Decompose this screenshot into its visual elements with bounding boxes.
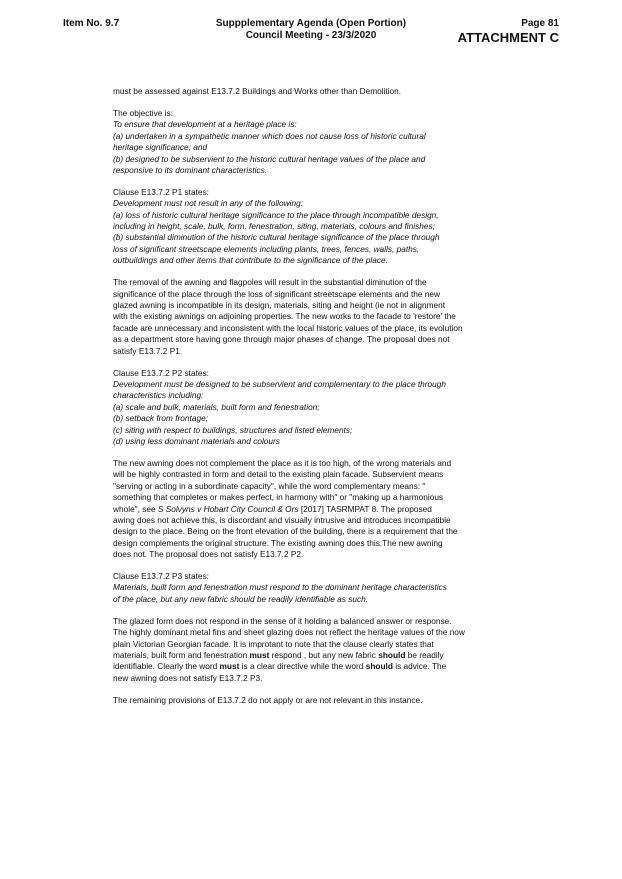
clause-p2-label: Clause E13.7.2 P2 states: <box>113 367 209 378</box>
clause-p1-line: outbuildings and other items that contribute to the significance of the place. <box>113 255 388 266</box>
clause-p2-line: (a) scale and bulk, materials, built form and fenestration; <box>113 401 320 412</box>
case-citation: S Solvyns v Hobart City Council & Ors <box>157 503 299 514</box>
clause-p3-label: Clause E13.7.2 P3 states: <box>113 571 209 582</box>
clause-p1-label: Clause E13.7.2 P1 states: <box>113 186 209 197</box>
clause-p2-line: (b) setback from frontage; <box>113 413 208 424</box>
text-run: is advice. The <box>392 661 447 672</box>
assessment-line <box>113 650 513 661</box>
text-run: materials, built form and fenestration <box>113 649 250 660</box>
header-attachment-label: ATTACHMENT C <box>457 30 559 45</box>
objective-label: The objective is: <box>113 107 173 118</box>
clause-p1-assessment <box>113 277 513 357</box>
emphasis-must: must <box>219 661 240 672</box>
assessment-line: satisfy E13.7.2 P1. <box>113 345 183 356</box>
clause-p1-line: (b) substantial diminution of the historic cultural heritage significance of the place through <box>113 232 440 243</box>
assessment-line: glazed awning is incompatible in its design, materials, siting and height (ie not in alignment <box>113 300 446 310</box>
emphasis-should: should <box>365 661 393 672</box>
header-page-number: Page 81 <box>521 18 559 29</box>
text-run: is a clear directive while the word <box>239 661 366 672</box>
assessment-line: significance of the place through the loss of significant streetscape elements and the new <box>113 288 441 299</box>
text-run: identifiable. Clearly the word <box>113 661 220 672</box>
header-page-info <box>458 18 559 45</box>
header-agenda-line1: Suppplementary Agenda (Open Portion) <box>215 18 407 29</box>
clause-p2-section <box>113 368 513 448</box>
clause-p2-line: (c) siting with respect to buildings, structures and listed elements; <box>113 424 353 435</box>
emphasis-should: should <box>378 649 406 660</box>
clause-p2-line: characteristics including: <box>113 390 204 401</box>
header-agenda-line2: Council Meeting - 23/3/2020 <box>245 30 377 41</box>
clause-p1-line: (a) loss of historic cultural heritage significance to the place through incompatible design, <box>113 209 439 220</box>
intro-text: must be assessed against E13.7.2 Buildings and Works other than Demolition. <box>113 86 402 96</box>
assessment-line: will be highly contrasted in form and detail to the existing plain facade. Subservient means <box>113 469 444 480</box>
assessment-line: design complements the original structure. The existing awning does this.The new awning <box>113 537 443 548</box>
assessment-line: as a department store having gone through major phases of change. The proposal does not <box>113 334 450 345</box>
clause-p1-line: Development must not result in any of the following: <box>113 198 304 209</box>
objective-line: To ensure that development at a heritage place is: <box>113 119 297 130</box>
clause-p3-line: of the place, but any new fabric should be readily identifiable as such. <box>113 593 369 604</box>
assessment-line: new awning does not satisfy E13.7.2 P3. <box>113 672 263 683</box>
objective-line: (b) designed to be subservient to the historic cultural heritage values of the place and <box>113 153 426 164</box>
objective-line: responsive to its dominant characteristics. <box>113 164 268 175</box>
objective-section <box>113 108 513 176</box>
objective-line: (a) undertaken in a sympathetic manner which does not cause loss of historic cultural <box>113 130 426 141</box>
clause-p3-assessment <box>113 616 513 684</box>
clause-p2-assessment <box>113 458 513 561</box>
assessment-line: does not. The proposal does not satisfy E13.7.2 P2. <box>113 549 304 560</box>
assessment-line: The new awning does not complement the place as it is too high, of the wrong materials and <box>113 457 452 468</box>
clause-p1-section <box>113 187 513 267</box>
clause-p3-section <box>113 571 513 605</box>
clause-p1-line: including in height, scale, bulk, form, fenestration, siting, materials, colours and finishes; <box>113 221 435 232</box>
assessment-line: plain Victorian Georgian facade. It is improtant to note that the clause clearly states that <box>113 638 434 649</box>
intro-paragraph <box>113 86 513 97</box>
closing-paragraph <box>113 695 513 706</box>
assessment-line: The removal of the awning and flagpoles will result in the substantial diminution of the <box>113 277 427 288</box>
assessment-line: "serving or acting in a subordinate capacity", while the word complementary means: " <box>113 480 426 491</box>
document-body <box>113 86 513 717</box>
assessment-line: design to the place. Being on the front elevation of the building, there is a requirement that the <box>113 526 458 537</box>
assessment-line: something that completes or makes perfect, in harmony with" or "making up a harmonious <box>113 492 444 503</box>
case-citation-prefix: whole", see <box>113 503 158 514</box>
objective-line: heritage significance; and <box>113 142 208 153</box>
assessment-line <box>113 504 513 515</box>
text-run: be readily <box>405 649 444 660</box>
assessment-line: awing does not achieve this, is discordant and visually intrusive and introduces incompatible <box>113 514 451 525</box>
header-item-number: Item No. 9.7 <box>63 18 120 29</box>
emphasis-must: must <box>249 649 270 660</box>
clause-p2-line: (d) using less dominant materials and colours <box>113 435 280 446</box>
case-citation-suffix: [2017] TASRMPAT 8. The proposed <box>298 503 432 514</box>
closing-text: The remaining provisions of E13.7.2 do not apply or are not relevant in this instance. <box>113 694 423 705</box>
assessment-line: with the existing awnings on adjoining properties. The new works to the facade to 'restore' the <box>113 311 456 322</box>
clause-p2-line: Development must be designed to be subservient and complementary to the place through <box>113 378 446 389</box>
clause-p3-line: Materials, built form and fenestration must respond to the dominant heritage characteristics <box>113 582 447 593</box>
clause-p1-line: loss of significant streetscape elements including plants, trees, fences, walls, paths, <box>113 243 420 254</box>
assessment-line: The highly dominant metal fins and sheet glazing does not reflect the heritage values of the now <box>113 627 465 638</box>
text-run: respond , but any new fabric <box>269 649 379 660</box>
assessment-line <box>113 661 513 672</box>
assessment-line: facade are unnecessary and inconsistent with the local historic values of the place, its evolution <box>113 322 463 333</box>
assessment-line: The glazed form does not respond in the sense of it holding a balanced answer or response. <box>113 615 452 626</box>
